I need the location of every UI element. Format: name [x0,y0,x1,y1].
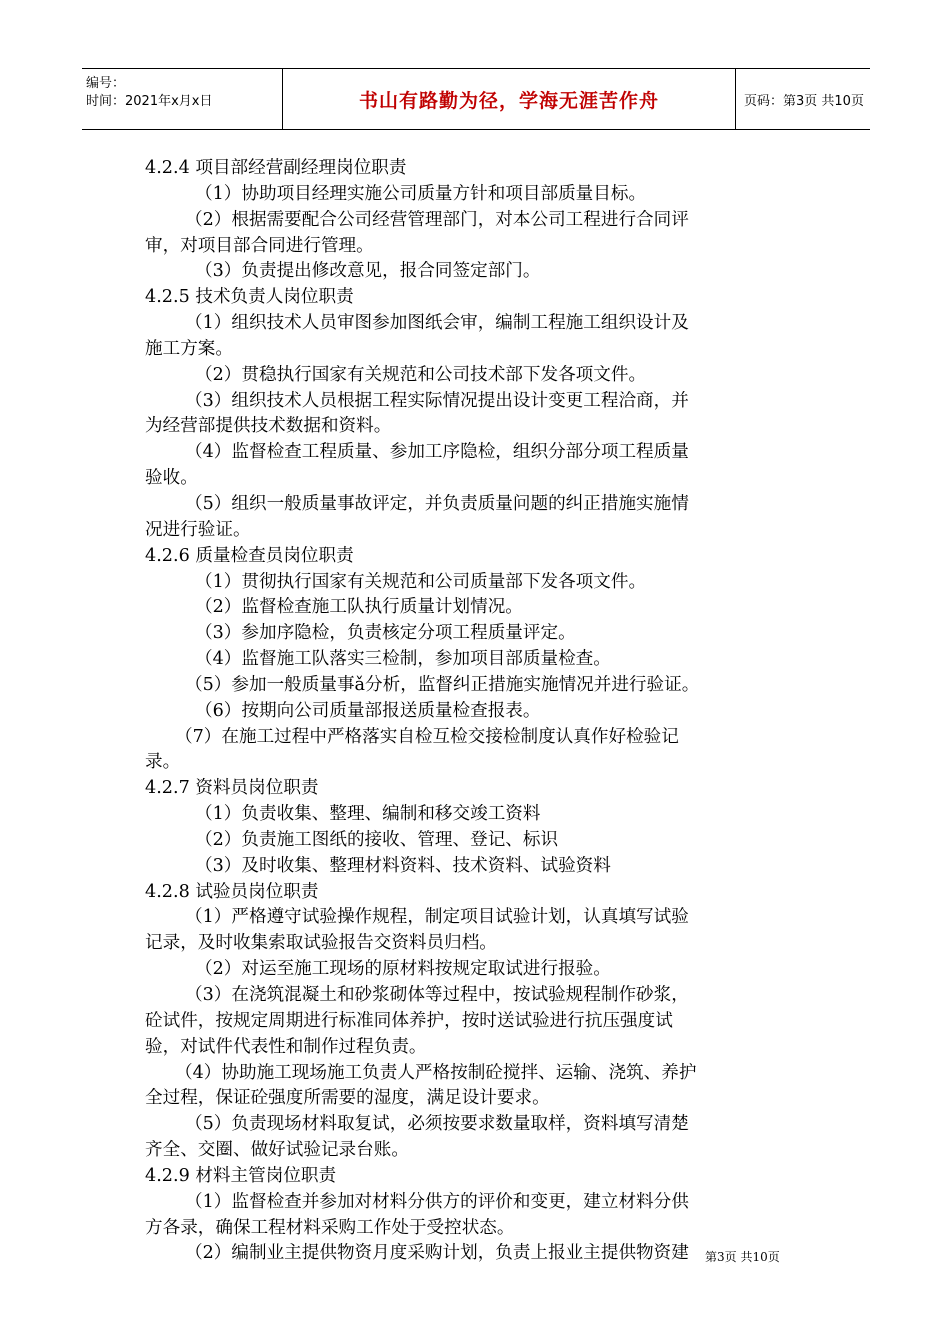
text-line: （5）参加一般质量事ǎ分析，监督纠正措施实施情况并进行验证。 [185,674,700,695]
text-line: （4）监督检查工程质量、参加工序隐检，组织分部分项工程质量 [185,442,689,463]
text-line: （2）贯稳执行国家有关规范和公司技术部下发各项文件。 [195,364,647,385]
text-line: 全过程，保证砼强度所需要的湿度，满足设计要求。 [145,1088,550,1109]
text-line: 4.2.9 材料主管岗位职责 [145,1165,337,1186]
text-line: 施工方案。 [145,338,233,359]
text-line: 方各录，确保工程材料采购工作处于受控状态。 [145,1217,515,1238]
header-divider [735,69,736,129]
text-line: （4）协助施工现场施工负责人严格按制砼搅拌、运输、浇筑、养护 [175,1062,697,1083]
text-line: （1）严格遵守试验操作规程，制定项目试验计划，认真填写试验 [185,907,689,928]
text-line: （2）编制业主提供物资月度采购计划，负责上报业主提供物资建 [185,1243,689,1264]
text-line: （3）参加序隐检，负责核定分项工程质量评定。 [195,623,576,644]
text-line: （2）负责施工图纸的接收、管理、登记、标识 [195,829,559,850]
text-line: 4.2.5 技术负责人岗位职责 [145,287,354,308]
text-line: （5）组织一般质量事故评定，并负责质量问题的纠正措施实施情 [185,493,689,514]
text-line: 4.2.8 试验员岗位职责 [145,881,319,902]
text-line: 4.2.4 项目部经营副经理岗位职责 [145,158,407,178]
text-line: 为经营部提供技术数据和资料。 [145,416,392,437]
number-label: 编号： [86,76,126,91]
text-line: 齐全、交圈、做好试验记录台账。 [145,1140,409,1161]
text-line: 验，对试件代表性和制作过程负责。 [145,1036,427,1057]
text-line: （2）监督检查施工队执行质量计划情况。 [195,597,523,618]
text-line: （3）在浇筑混凝土和砂浆砌体等过程中，按试验规程制作砂浆， [185,985,689,1005]
text-line: （4）监督施工队落实三检制，参加项目部质量检查。 [195,649,611,670]
text-line: （3）负责提出修改意见，报合同签定部门。 [195,261,541,282]
text-line: 砼试件，按规定周期进行标准同体养护，按时送试验进行抗压强度试 [145,1010,673,1031]
header-meta [86,75,282,111]
text-line: （5）负责现场材料取复试，必须按要求数量取样，资料填写清楚 [185,1114,689,1135]
text-line: （7）在施工过程中严格落实自检互检交接检制度认真作好检验记 [175,726,679,747]
time-label: 时间：2021年x月x日 [86,94,213,109]
text-line: 况进行验证。 [145,519,251,540]
text-line: （3）及时收集、整理材料资料、技术资料、试验资料 [195,855,611,876]
text-line: （1）负责收集、整理、编制和移交竣工资料 [195,804,541,825]
text-line: 录。 [145,752,181,773]
text-line: （3）组织技术人员根据工程实际情况提出设计变更工程洽商，并 [185,390,689,411]
header-motto: 书山有路勤为径，学海无涯苦作舟 [358,89,659,112]
document-body [145,156,815,1267]
footer-page-number: 第3页 共10页 [705,1250,780,1264]
text-line: 4.2.7 资料员岗位职责 [145,778,319,799]
text-line: 记录，及时收集索取试验报告交资料员归档。 [145,933,497,954]
text-line: （1）组织技术人员审图参加图纸会审，编制工程施工组织设计及 [185,313,689,334]
text-line: （6）按期向公司质量部报送质量检查报表。 [195,700,541,721]
text-line: 审，对项目部合同进行管理。 [145,235,374,256]
header-page-number: 页码：第3页 共10页 [744,93,864,109]
text-line: （2）对运至施工现场的原材料按规定取试进行报验。 [195,959,611,980]
text-line: （1）监督检查并参加对材料分供方的评价和变更，建立材料分供 [185,1191,689,1212]
page-header [82,68,870,130]
text-line: 验收。 [145,468,198,489]
text-line: 4.2.6 质量检查员岗位职责 [145,545,354,566]
text-line: （2）根据需要配合公司经营管理部门，对本公司工程进行合同评 [185,209,689,230]
text-line: （1）贯彻执行国家有关规范和公司质量部下发各项文件。 [195,571,647,592]
text-line: （1）协助项目经理实施公司质量方针和项目部质量目标。 [195,183,647,204]
